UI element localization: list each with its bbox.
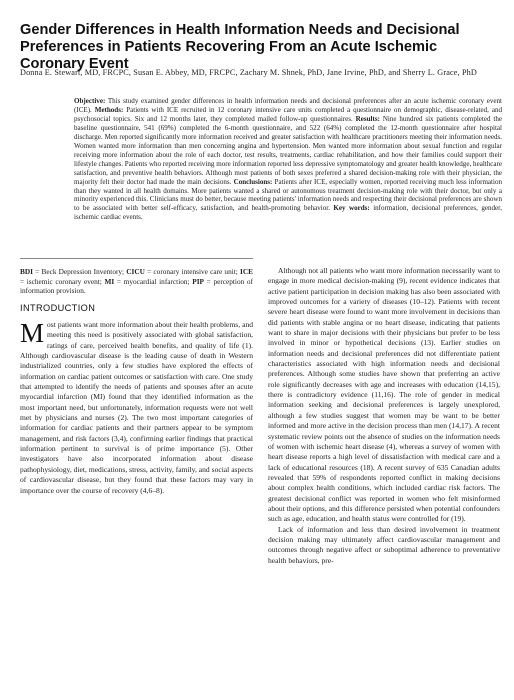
abbrev-mi: MI xyxy=(104,276,115,286)
objective-label: Objective: xyxy=(74,97,106,105)
abbrev-bdi-def: = Beck Depression Inventory; xyxy=(32,267,127,276)
abbrev-cicu: CICU xyxy=(126,267,145,276)
abbreviations xyxy=(20,267,253,296)
abbreviations-rule xyxy=(20,258,253,259)
methods-text: Patients with ICE recruited in 12 coronary intensive care units completed a questionnaire on demographic, disease-related, and psychosocial topics. Six and 12 months later, they completed mailed follow-up questionnaires. xyxy=(74,105,503,123)
abbrev-ice: ICE xyxy=(240,267,253,276)
introduction-heading: INTRODUCTION xyxy=(20,303,96,313)
conclusions-text: Patients after ICE, especially women, reported receiving much less information than they wanted in all health domains. More patients wanted a shared or autonomous treatment decision-making role with their doctor, but only a minority experienced this. Clinicians must do better, because meeting patients' information needs and respecting their decisional preferences are shown to be associated with better self-efficacy, satisfaction, and health-promoting behavior. xyxy=(74,177,503,213)
abbrev-mi-def: = myocardial infarction; xyxy=(114,276,193,286)
intro-paragraph-1-text: ost patients want more information about their health problems, and meeting this need is positively associated with global satisfaction, ratings of care, perceived health benefits, and quality of life (1). Although cardiovascular disease is the leading cause of death in Western industrialized countries, only a few studies have explored the effects of information on cardiac patient outcomes or satisfaction with care. One study that attempted to identify the needs of patients and spouses after an acute myocardial infarction (MI) found that they identified information as the most important need, but unfortunately, information requests were not well met by physicians and nurses (2). The two most important categories of information for cardiac patients and their partners appear to be symptom management, and risk factors (3,4), confirming earlier findings that practical information pertinent to survival is of prime importance (5). Other investigators have also incorporated information about disease pathophysiology, diet, medications, stress, activity, family, and social aspects of cardiovascular disease, but they found that these factors may vary in importance over the course of recovery (4,6–8). xyxy=(20,320,253,495)
intro-paragraph-3: Lack of information and less than desired involvement in treatment decision making may ultimately affect cardiovascular management and outcomes through negative affect or suboptimal adherence to preventative health behaviors, pre- xyxy=(268,524,500,565)
objective-text: This study examined gender differences in health information needs and decisional preferences after an acute ischemic coronary event (ICE). xyxy=(74,97,502,114)
results-label: Results: xyxy=(355,114,380,123)
abbrev-pip-def: = perception of information provision. xyxy=(20,276,253,296)
abbrev-cicu-def: = coronary intensive care unit; xyxy=(144,267,240,276)
conclusions-label: Conclusions: xyxy=(233,177,273,186)
author-list: Donna E. Stewart, MD, FRCPC, Susan E. Abbey, MD, FRCPC, Zachary M. Shnek, PhD, Jane Irvine, PhD, and Sherry L. Grace, PhD xyxy=(20,68,477,77)
keywords-label: Key words: xyxy=(333,204,370,213)
results-text: Nine hundred six patients completed the baseline questionnaire, 541 (69%) completed the 6-month questionnaire, and 522 (64%) completed the 12-month questionnaire after hospital discharge. Men reported significantly more information received and greater satisfaction with healthcare practitioners meeting their information needs. Women wanted more information than men concerning angina and hypertension. Men wanted more information about sexual function and regular receiving more information about the role of each doctor, test results, treatments, cardiac rehabilitation, and how their families could support their lifestyle changes. Patients who reported receiving more information reported less depressive symptomatology and greater health knowledge, healthcare satisfaction, and preventive health behaviors. Although most patients of both sexes preferred a shared decision-making role with their physician, the majority felt their doctor had made the main decisions. xyxy=(74,114,503,186)
intro-paragraph-1 xyxy=(20,320,253,496)
intro-paragraph-2: Although not all patients who want more information necessarily want to engage in more medical decision-making (9), recent evidence indicates that active patient participation in decision making has also been associated with improved outcomes for a variety of diseases (10–12). Patients with recent severe heart disease were found to want more involvement in decisions than did patients with stable angina or no heart disease, indicating that patients want to share in major decisions with their physicians but prefer to be less involved in minor or hypothetical decisions (13). Earlier studies on information needs and decisional preferences did not differentiate patient characteristics associated with high information needs and decisional preferences. Although some studies have shown that preferring an active role significantly decreases with age and increases with education (14,15), there is contradictory evidence (11,16). The role of gender in medical information seeking and decisional preferences is largely unexplored, although a few studies suggest that women may be want to be better informed and more active in the decision process than men (14,17). A recent systematic review points out the absence of studies on the information needs of women with ischemic heart disease (4), whereas a survey of women with heart disease reports a high level of dissatisfaction with medical care and a lack of educational resources (18). A recent survey of 635 Canadian adults revealed that 59% of respondents reported conflict in making decisions about complex health conditions, which included cardiac risk factors. The greatest decisional conflict was reported in women who felt misinformed about their options, and this difference persisted when potential confounders such as age, education, and health status were controlled for (19). xyxy=(268,266,500,524)
abstract xyxy=(74,97,502,222)
left-column xyxy=(20,320,253,496)
abbrev-ice-def: = ischemic coronary event; xyxy=(20,276,105,286)
article-title: Gender Differences in Health Information Needs and Decisional Preferences in Patients Recovering From an Acute Ischemic Coronary Event xyxy=(20,22,460,72)
keywords-text: information, decisional preferences, gender, ischemic cardiac events. xyxy=(74,204,502,222)
drop-cap: M xyxy=(20,318,45,348)
right-column xyxy=(268,266,500,566)
methods-label: Methods: xyxy=(94,105,124,114)
abbrev-pip: PIP xyxy=(192,276,204,286)
abbrev-bdi: BDI xyxy=(20,267,33,276)
